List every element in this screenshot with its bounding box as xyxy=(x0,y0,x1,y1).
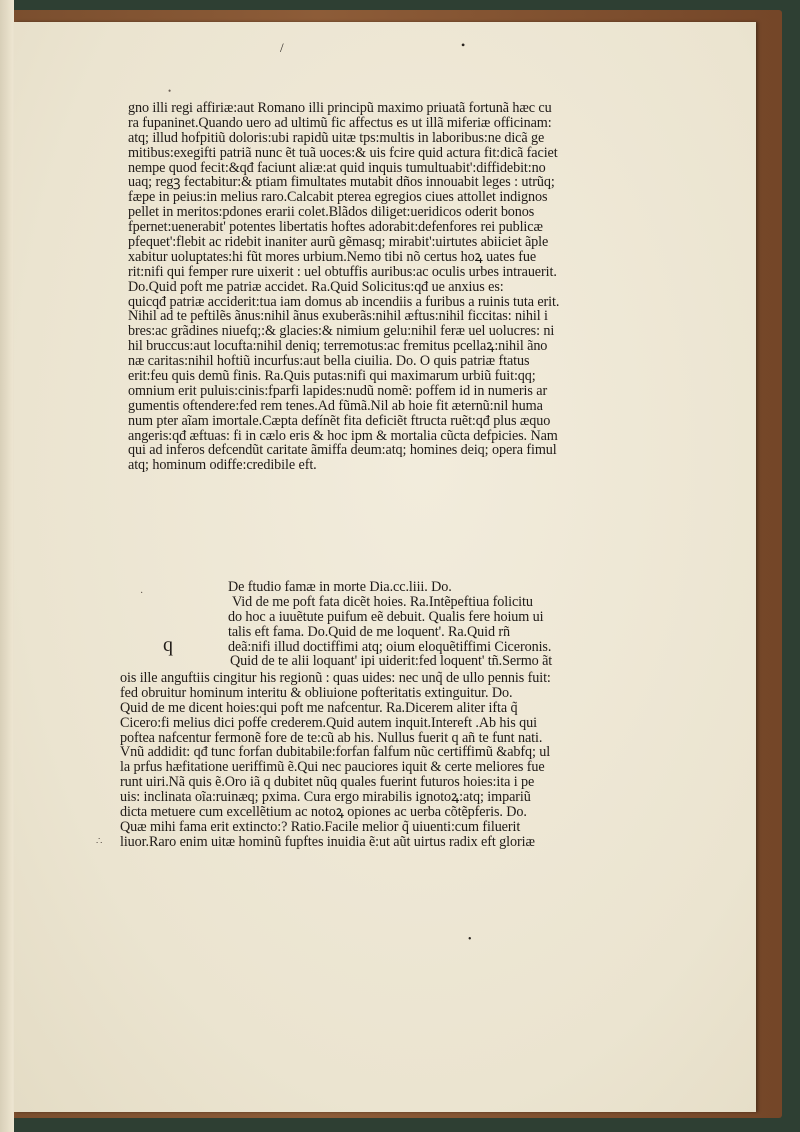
chapter-heading: De ftudio famæ in morte Dia.cc.liii. Do. xyxy=(228,579,452,595)
ink-speck: • xyxy=(168,86,172,96)
text-line: rit:nifi qui femper rure uixerit : uel obtuffis auribus:ac oculis urbes intrauerit. xyxy=(128,263,557,280)
text-line: hil bruccus:aut locufta:nihil deniq; terremotus:ac fremitus pcellaꝝ:nihil ãno xyxy=(128,338,548,355)
text-line: atq; hominum odiffe:credibile eft. xyxy=(128,457,317,474)
text-line: gno illi regi affiriæ:aut Romano illi principũ maximo priuatã fortunã hæc cu xyxy=(128,100,552,116)
paragraph-1 xyxy=(128,101,559,473)
text-line: do hoc a iuuẽtute puifum eẽ debuit. Qualis fere hoium ui xyxy=(228,608,544,625)
text-line: ra fupaninet.Quando uero ad ultimũ fic affectus es ut illã miferiæ officinam: xyxy=(128,114,552,131)
text-line: Vnũ addidit: qđ tunc forfan dubitabile:forfan falfum nũc certiffimũ &abfq; ul xyxy=(120,744,551,761)
text-line: Do.Quid poft me patriæ accidet. Ra.Quid Solicitus:qđ ue anxius es: xyxy=(128,278,504,295)
text-line: Quæ mihi fama erit extincto:? Ratio.Facile melior q̃ uiuenti:cum filuerit xyxy=(120,818,521,835)
text-line: liuor.Raro enim uitæ hominũ fupftes inuidia ẽ:ut aũt uirtus radix eft gloriæ xyxy=(120,833,535,850)
text-line: ois ille anguftiis cingitur his regionũ : quas uides: nec unq̃ de ullo pennis fuit: xyxy=(120,670,551,686)
text-line: Vid de me poft fata dicẽt hoies. Ra.Intẽpeftiua folicitu xyxy=(232,593,533,610)
text-line: deã:nifi illud doctiffimi atq; oium eloquẽtiffimi Ciceronis. xyxy=(228,638,552,655)
text-line: angeris:qđ æftuas: fi in cælo eris & hoc ipm & mortalia cũcta defpicies. Nam xyxy=(128,427,558,444)
text-line: la prfus hæfitatione ueriffimũ ẽ.Qui nec pauciores iquit & certe meliores fue xyxy=(120,759,545,776)
corner-mark-dot: • xyxy=(461,38,466,52)
text-line: omnium erit puluis:cinis:fparfi lapides:nudũ nomẽ: poffem id in numeris ar xyxy=(128,382,548,399)
text-line: fpernet:uenerabit' potentes libertatis hoftes adorabit:defenfores rei publicæ xyxy=(128,219,543,236)
text-line: mitibus:exegifti patriã nunc ẽt tuã uoces:& uis fcire quid actura fit:dicã faciet xyxy=(128,144,558,161)
ink-speck: • xyxy=(468,934,472,945)
text-line: atq; illud hofpitiũ doloris:ubi rapidũ uitæ tps:multis in laboribus:ne dicã ge xyxy=(128,129,545,146)
text-line: Quid de te alii loquant' ipi uiderit:fed loquent' tñ.Sermo ãt xyxy=(230,653,553,670)
text-line: xabitur uoluptates:hi fũt mores urbium.Nemo tibi nõ certus hoꝝ uates fue xyxy=(128,248,537,265)
text-line: pellet in meritos:pdones erarii colet.Blãdos diliget:ueridicos oderit bonos xyxy=(128,204,535,221)
text-line: bres:ac grãdines niuefq;:& glacies:& nimium gelu:nihil feræ uel uolucres: ni xyxy=(128,323,555,340)
paragraph-2 xyxy=(120,671,551,850)
text-line: talis eft fama. Do.Quid de me loquent'. Ra.Quid rñ xyxy=(228,623,511,640)
text-line: Quid de me dicent hoies:qui poft me nafcentur. Ra.Dicerem aliter ifta q̃ xyxy=(120,699,518,716)
initial-guide-letter: q xyxy=(163,634,173,656)
text-line: qui ad inferos defcendũt caritate ãmiffa deum:atq; homines deiq; opera fimul xyxy=(128,442,557,459)
text-line: num pter aĩam imortale.Cæpta defínẽt fita deficiẽt ftructa ruẽt:qđ plus æquo xyxy=(128,412,551,429)
text-line: Cicero:fi melius dici poffe crederem.Quid autem inquit.Intereft .Ab his qui xyxy=(120,714,537,731)
text-line: pfequet':flebit ac ridebit inaniter aurũ gẽmasq; mirabit':uirtutes abiiciet ãple xyxy=(128,234,549,251)
text-line: quicqđ patriæ acciderit:tua iam domus ab incendiis a furibus a ruinis tuta erit. xyxy=(128,293,560,310)
text-line: gumentis oftendere:fed rem tenes.Ad fũmã.Nil ab hoie fit æternũ:nil huma xyxy=(128,397,543,414)
chapter-block xyxy=(228,580,552,669)
text-line: næ caritas:nihil hoftiũ incurfus:aut bella ciuilia. Do. O quis patriæ ftatus xyxy=(128,353,530,370)
ink-speck: · xyxy=(140,588,144,599)
text-line: fed obruitur hominum interitu & obliuione pofteritatis extinguitur. Do. xyxy=(120,684,513,701)
text-line: nempe quod fecit:&qđ faciunt aliæ:at quid inquis tumultuabit':diffidebit:no xyxy=(128,159,546,176)
ink-speck: ∴ xyxy=(96,836,103,847)
text-line: uaq; regꝫ fectabitur:& ptiam fimultates mutabit dños innouabit leges : utrũq; xyxy=(128,174,555,191)
text-line: dicta metuere cum excellẽtium ac notoꝝ opiones ac uerba cõtẽpferis. Do. xyxy=(120,804,527,821)
text-line: Nihil ad te peftilẽs ãnus:nihil ãnus exuberãs:nihil æftus:nihil ficcitas: nihil i xyxy=(128,308,548,325)
text-line: runt uiri.Nã quis ẽ.Oro iã q dubitet nũq quales fuerint futuros hoies:ita i pe xyxy=(120,774,535,791)
text-line: poftea nafcentur fermonẽ fore de te:cũ ab his. Nullus fuerit q añ te funt nati. xyxy=(120,729,543,746)
text-line: fæpe in peius:in melius raro.Calcabit pterea egregios ciues attollet indignos xyxy=(128,189,548,206)
text-line: erit:feu quis demũ finis. Ra.Quis putas:nifi qui maximarum urbiũ fuit:qq; xyxy=(128,368,536,385)
previous-leaf-edge xyxy=(0,0,14,1132)
text-line: uis: inclinata oĩa:ruinæq; pxima. Cura ergo mirabilis ignotoꝝ:atq; impariũ xyxy=(120,789,531,806)
corner-mark-slash: / xyxy=(280,40,284,55)
